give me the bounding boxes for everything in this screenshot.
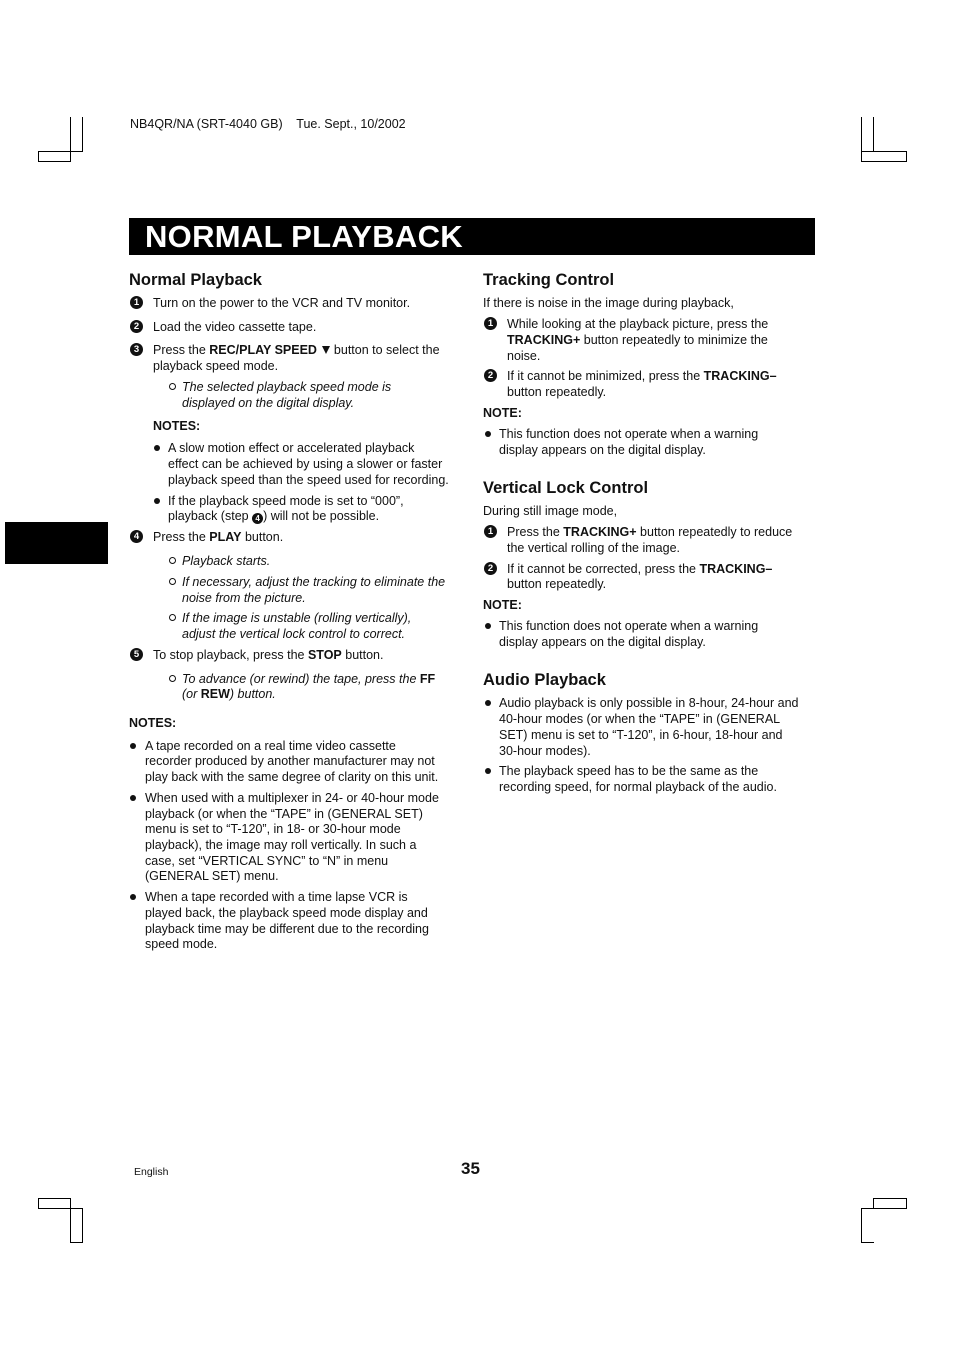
vlock-step-1-line-2: the vertical rolling of the image. (507, 541, 681, 555)
tracking-control-heading: Tracking Control (483, 271, 615, 289)
tracking-step-1-line-2: TRACKING+ button repeatedly to minimize the (507, 333, 768, 347)
section-tab (5, 522, 108, 564)
vlock-note-line-1: This function does not operate when a warning (499, 619, 759, 633)
step-4-sub-3-line-2: adjust the vertical lock control to correct. (182, 627, 406, 641)
note-b-line-2: playback (or when the “TAPE” in (GENERAL SET) (145, 807, 423, 821)
inner-note-1-line-1: A slow motion effect or accelerated playback (168, 441, 415, 455)
note-b-line-1: When used with a multiplexer in 24- or 40-hour mode (145, 791, 439, 805)
vlock-step-1-line-1: Press the TRACKING+ button repeatedly to reduce (507, 525, 793, 539)
note-b-line-4: playback), the image may roll vertically. In such a (145, 838, 417, 852)
tracking-note-line-2: display appears on the digital display. (499, 443, 706, 457)
bullet-icon (485, 623, 491, 629)
step-number-2: 2 (484, 562, 497, 575)
circle-bullet-icon (169, 675, 176, 682)
step-number-1: 1 (484, 317, 497, 330)
audio-playback-heading: Audio Playback (483, 671, 606, 689)
note-c-line-1: When a tape recorded with a time lapse VCR is (145, 890, 408, 904)
step-4-text: Press the PLAY button. (153, 530, 284, 544)
bullet-icon (130, 743, 136, 749)
vlock-intro: During still image mode, (483, 504, 618, 518)
step-number-4: 4 (130, 530, 143, 543)
tracking-note-line-1: This function does not operate when a warning (499, 427, 759, 441)
tracking-step-1-line-1: While looking at the playback picture, press the (507, 317, 769, 331)
step-number-1: 1 (484, 525, 497, 538)
step-2-text: Load the video cassette tape. (153, 320, 317, 334)
step-number-2: 2 (130, 320, 143, 333)
step-4-sub-2-line-1: If necessary, adjust the tracking to eliminate the (182, 575, 446, 589)
page-number: 35 (461, 1159, 480, 1178)
inner-notes-label: NOTES: (153, 419, 201, 433)
note-b-line-5: case, set “VERTICAL SYNC” to “N” in menu (145, 854, 389, 868)
page-title-bar (129, 218, 815, 255)
step-reference-4: 4 (252, 513, 263, 524)
audio-b2-line-2: recording speed, for normal playback of the audio. (499, 780, 777, 794)
bullet-icon (130, 795, 136, 801)
note-a-line-2: recorder produced by another manufacturer may not (145, 754, 435, 768)
audio-b2-line-1: The playback speed has to be the same as the (499, 764, 759, 778)
vlock-note-line-2: display appears on the digital display. (499, 635, 706, 649)
bullet-icon (485, 768, 491, 774)
step-3-line-2: playback speed mode. (153, 359, 279, 373)
step-4-sub-3-line-1: If the image is unstable (rolling vertically), (182, 611, 412, 625)
vlock-step-2-line-1: If it cannot be corrected, press the TRACKING– (507, 562, 773, 576)
step-number-1: 1 (130, 296, 143, 309)
inner-note-1-line-2: effect can be achieved by using a slower or faster (168, 457, 443, 471)
circle-bullet-icon (169, 557, 176, 564)
footer-language: English (134, 1166, 169, 1178)
circle-bullet-icon (169, 578, 176, 585)
tracking-step-1-line-3: noise. (507, 349, 541, 363)
note-b-line-3: menu is set to “T-120”, in 18- or 30-hour mode (145, 822, 401, 836)
bullet-icon (485, 700, 491, 706)
audio-b1-line-3: SET) menu is set to “T-120”, in 6-hour, 18-hour and (499, 728, 783, 742)
step-1-text: Turn on the power to the VCR and TV monitor. (153, 296, 411, 310)
page-title: NORMAL PLAYBACK (145, 219, 463, 254)
step-5-sub-line-2: (or REW) button. (182, 687, 276, 701)
inner-note-2-line-1: If the playback speed mode is set to “000”, (168, 494, 404, 508)
step-number-5: 5 (130, 648, 143, 661)
step-5-sub-line-1: To advance (or rewind) the tape, press the FF (182, 672, 436, 686)
tracking-step-2-line-1: If it cannot be minimized, press the TRACKING– (507, 369, 777, 383)
note-a-line-3: play back with the same degree of clarity on this unit. (145, 770, 439, 784)
note-c-line-4: speed mode. (145, 937, 218, 951)
tracking-step-2-line-2: button repeatedly. (507, 385, 607, 399)
audio-b1-line-4: 30-hour modes). (499, 744, 591, 758)
notes-label: NOTES: (129, 716, 177, 730)
step-number-2: 2 (484, 369, 497, 382)
bullet-icon (154, 498, 160, 504)
circle-bullet-icon (169, 614, 176, 621)
step-5-text: To stop playback, press the STOP button. (153, 648, 384, 662)
vlock-step-2-line-2: button repeatedly. (507, 577, 607, 591)
note-c-line-2: played back, the playback speed mode display and (145, 906, 428, 920)
inner-note-1-line-3: playback speed than the speed used for recording. (168, 473, 449, 487)
step-4-sub-1: Playback starts. (182, 554, 271, 568)
note-b-line-6: (GENERAL SET) menu. (145, 869, 279, 883)
circle-bullet-icon (169, 383, 176, 390)
step-4-sub-2-line-2: noise from the picture. (182, 591, 306, 605)
audio-b1-line-2: 40-hour modes (or when the “TAPE” in (GENERAL (499, 712, 781, 726)
step-3-sub-line-2: displayed on the digital display. (182, 396, 355, 410)
bullet-icon (154, 445, 160, 451)
document-code: NB4QR/NA (SRT-4040 GB) Tue. Sept., 10/2002 (130, 117, 406, 131)
vlock-note-label: NOTE: (483, 598, 522, 612)
bullet-icon (130, 894, 136, 900)
note-c-line-3: playback time may be different due to the recording (145, 922, 429, 936)
step-3-sub-line-1: The selected playback speed mode is (182, 380, 392, 394)
bullet-icon (485, 431, 491, 437)
note-a-line-1: A tape recorded on a real time video cassette (145, 739, 396, 753)
audio-b1-line-1: Audio playback is only possible in 8-hour, 24-hour and (499, 696, 799, 710)
tracking-intro: If there is noise in the image during playback, (483, 296, 734, 310)
tracking-note-label: NOTE: (483, 406, 522, 420)
normal-playback-heading: Normal Playback (129, 271, 262, 289)
step-3-line-1: Press the REC/PLAY SPEED button to select the (153, 343, 440, 357)
inner-note-2-line-2: playback (step 4 ) will not be possible. (168, 509, 380, 523)
step-number-3: 3 (130, 343, 143, 356)
vertical-lock-control-heading: Vertical Lock Control (483, 479, 649, 497)
